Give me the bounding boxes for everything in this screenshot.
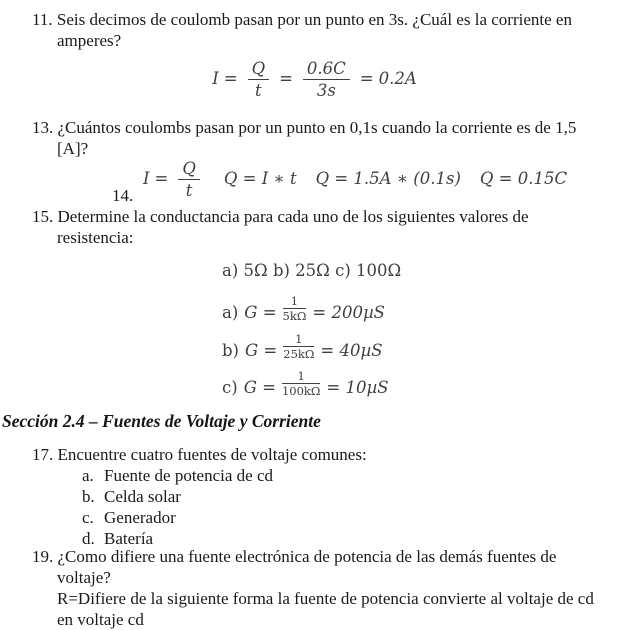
formula-q11-result: 0.2A [378,69,417,88]
question-14-number: 14. [112,186,134,205]
conductance-lhs: G = [243,378,276,397]
formula-charge-q13 [143,159,629,199]
fraction-denominator: 25kΩ [283,347,315,361]
option-letter: a. [82,466,94,485]
conductance-lhs: G = [245,341,278,360]
question-13-text: ¿Cuántos coulombs pasan por un punto en 0,1s cuando la corriente es de 1,5 [A]? [57,118,577,158]
resistance-values: a) 5Ω b) 25Ω c) 100Ω [222,261,402,280]
fraction-denominator: t [185,181,193,200]
question-11-text: Seis decimos de coulomb pasan por un punto en 3s. ¿Cuál es la corriente en amperes? [56,10,572,50]
fraction-numerator: Q [248,59,270,80]
conductance-result: = 40µS [320,341,383,360]
equals-sign: = [359,69,374,88]
formula-q13-step3: Q = 0.15C [479,169,568,188]
fraction-denominator: 5kΩ [282,309,307,323]
row-prefix: c) [222,378,238,397]
question-19-number: 19. [32,547,54,566]
formula-q13-step2: Q = 1.5A ∗ (0.1s) [315,169,461,188]
fraction-one-over-resistance [282,370,320,397]
question-15-number: 15. [32,207,54,226]
question-17 [0,444,604,465]
conductance-lhs: G = [244,303,277,322]
question-19-text: ¿Como difiere una fuente electrónica de potencia de las demás fuentes de voltaje? [57,547,557,587]
option-text: Batería [104,529,154,548]
fraction-q-over-t [178,159,200,200]
conductance-row-a [222,295,629,321]
fraction-numerator: 0.6C [303,59,350,80]
fraction-one-over-resistance [283,295,307,322]
question-11-number: 11. [32,10,53,29]
fraction-denominator: 100kΩ [281,384,321,398]
formula-current-q11 [0,57,629,101]
question-15 [0,206,604,248]
fraction-denominator: t [255,81,262,100]
fraction-charge-over-time [303,59,350,100]
question-19-answer: R=Difiere de la siguiente forma la fuente de potencia convierte al voltaje de cd en voltaje cd [57,589,594,629]
fraction-one-over-resistance [283,333,314,360]
fraction-denominator: 3s [316,81,336,100]
section-heading: Sección 2.4 – Fuentes de Voltaje y Corriente [2,411,321,431]
conductance-result: = 200µS [312,303,385,322]
option-letter: d. [82,529,95,548]
question-19 [0,546,604,588]
fraction-q-over-t [248,59,270,100]
conductance-result: = 10µS [326,378,389,397]
conductance-row-b [222,333,629,359]
question-17-number: 17. [32,445,54,464]
fraction-numerator: 1 [283,333,314,347]
fraction-numerator: 1 [282,370,320,384]
question-17-block [0,444,629,549]
option-text: Generador [104,508,176,527]
question-19-block [0,546,629,630]
list-item [0,528,629,549]
row-prefix: a) [222,303,239,322]
list-item [0,507,629,528]
formula-q13-step1: Q = I ∗ t [223,169,297,188]
question-15-text: Determine la conductancia para cada uno de los siguientes valores de resistencia: [57,207,529,247]
list-item [0,465,629,486]
row-prefix: b) [222,341,239,360]
option-text: Celda solar [104,487,181,506]
conductance-row-c [222,370,629,396]
formula-q13-lhs: I [143,169,150,188]
option-text: Fuente de potencia de cd [104,466,273,485]
question-11 [0,9,604,51]
option-letter: b. [82,487,95,506]
option-letter: c. [82,508,94,527]
fraction-numerator: Q [178,159,200,180]
question-13-number: 13. [32,118,54,137]
question-13 [0,117,604,159]
equals-sign: = [223,69,238,88]
question-17-text: Encuentre cuatro fuentes de voltaje comunes: [57,445,367,464]
equals-sign: = [279,69,293,88]
list-item [0,486,629,507]
formula-q11-lhs: I [212,69,219,88]
fraction-numerator: 1 [283,295,307,309]
equals-sign: = [154,169,169,188]
